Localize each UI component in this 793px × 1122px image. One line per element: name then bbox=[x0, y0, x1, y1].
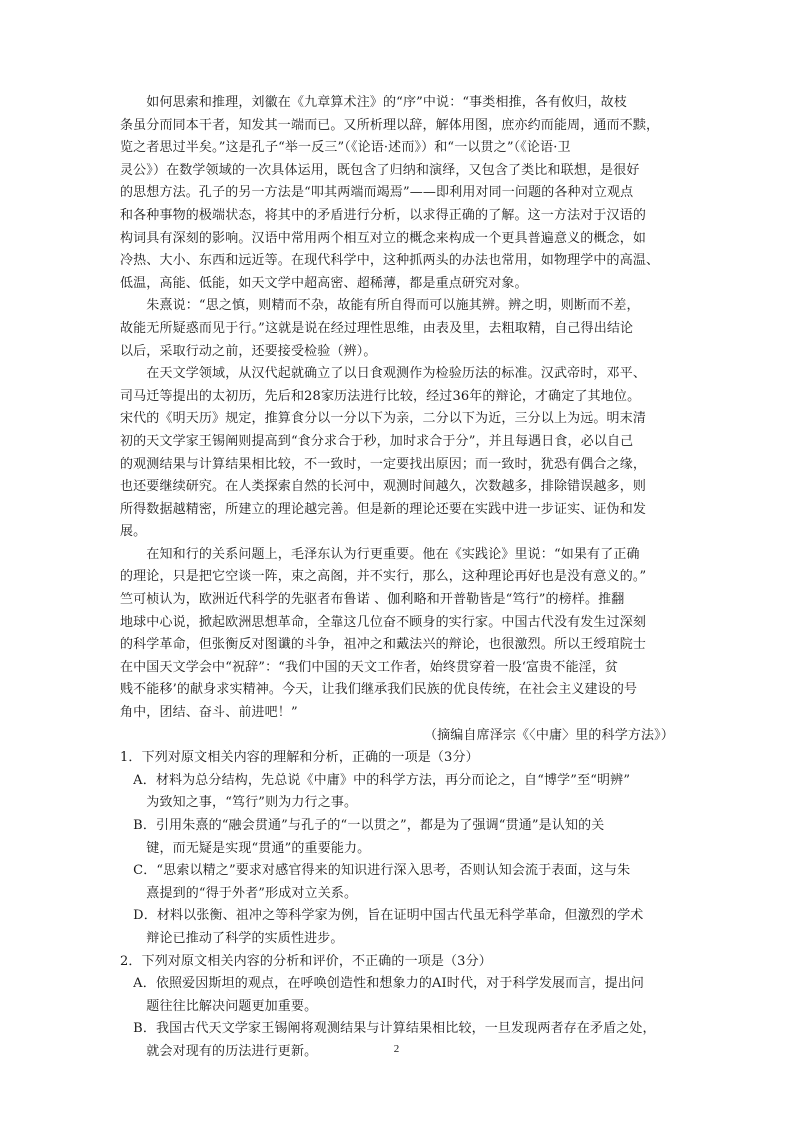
source-citation: （摘编自席泽宗《〈中庸〉里的科学方法》） bbox=[423, 727, 674, 743]
text-line: 灵公》）在数学领域的一次具体运用，既包含了归纳和演绎，又包含了类比和联想，是很好 bbox=[120, 162, 640, 178]
text-line: 条虽分而同本干者，知发其一端而已。又所析理以辞，解体用图，庶亦约而能周，通而不黩， bbox=[120, 117, 660, 133]
text-line: 低温，高能、低能，如天文学中超高密、超稀薄，都是重点研究对象。 bbox=[120, 275, 528, 291]
question-1-option-c: C．“思索以精之”要求对感官得来的知识进行深入思考，否则认知会流于表面，这与朱 bbox=[120, 863, 631, 879]
text-line: 也还要继续研究。在人类探索自然的长河中，观测时间越久，次数越多，排除错误越多，则 bbox=[120, 479, 647, 495]
text-line: 初的天文学家王锡阐则提高到“食分求合于秒，加时求合于分”，并且每遇日食，必以自己 bbox=[120, 433, 634, 449]
text-line: 展。 bbox=[120, 524, 147, 540]
question-1-option-a-cont: 为致知之事，“笃行”则为力行之事。 bbox=[120, 795, 358, 811]
text-line: 朱熹说：“思之慎，则精而不杂，故能有所自得而可以施其辨。辨之明，则断而不差， bbox=[120, 298, 640, 314]
question-2-option-a-cont: 题往往比解决问题更加重要。 bbox=[120, 998, 318, 1014]
text-line: 角中，团结、奋斗、前进吧！” bbox=[120, 705, 298, 721]
text-line: 在天文学领域，从汉代起就确立了以日食观测作为检验历法的标准。汉武帝时，邓平、 bbox=[120, 366, 647, 382]
text-line: 的理论，只是把它空谈一阵，束之高阁，并不实行，那么，这种理论再好也是没有意义的。” bbox=[120, 569, 647, 585]
text-line: 贱不能移’的献身求实精神。今天，让我们继承我们民族的优良传统，在社会主义建设的号 bbox=[120, 682, 638, 698]
body-text bbox=[120, 92, 680, 1064]
text-line: 的科学革命，但张衡反对图谶的斗争，祖冲之和戴法兴的辩论，也很激烈。所以王绶琯院士 bbox=[120, 637, 647, 653]
text-line: 以后，采取行动之前，还要接受检验（辨）。 bbox=[120, 343, 377, 359]
text-line: 的思想方法。孔子的另一方法是“叩其两端而竭焉”——即利用对同一问题的各种对立观点 bbox=[120, 185, 634, 201]
text-line: 览之者思过半矣。”这是孔子“举一反三”（《论语·述而》）和“一以贯之”（《论语·卫 bbox=[120, 140, 571, 156]
question-1-option-b: B．引用朱熹的“融会贯通”与孔子的“一以贯之”，都是为了强调“贯通”是认知的关 bbox=[120, 818, 605, 833]
question-2-option-b-cont: 就会对现有的历法进行更新。 bbox=[120, 1043, 318, 1059]
question-1-stem: 1．下列对原文相关内容的理解和分析，正确的一项是（3分） bbox=[120, 750, 479, 766]
text-line: 司马迁等提出的太初历，先后和28家历法进行比较，经过36年的辩论，才确定了其地位。 bbox=[120, 388, 641, 404]
text-line: 构词具有深刻的影响。汉语中常用两个相互对立的概念来构成一个更具普遍意义的概念，如 bbox=[120, 230, 647, 246]
question-2-stem: 2．下列对原文相关内容的分析和评价，不正确的一项是（3分） bbox=[120, 953, 492, 969]
text-line: 和各种事物的极端状态，将其中的矛盾进行分析，以求得正确的了解。这一方法对于汉语的 bbox=[120, 207, 647, 223]
text-line: 在中国天文学会中“祝辞”：“我们中国的天文工作者，始终贯穿着一股‘富贵不能淫，贫 bbox=[120, 659, 619, 675]
page-number: 2 bbox=[393, 1043, 400, 1055]
text-line: 故能无所疑惑而见于行。”这就是说在经过理性思维，由表及里，去粗取精，自己得出结论 bbox=[120, 320, 634, 336]
text-line: 竺可桢认为，欧洲近代科学的先驱者布鲁诺 、伽利略和开普勒皆是“笃行”的榜样。推翻 bbox=[120, 592, 625, 608]
text-line: 所得数据越精密，所建立的理论越完善。但是新的理论还要在实践中进一步证实、证伪和发 bbox=[120, 501, 647, 517]
question-1-option-c-cont: 熹提到的“得于外者”形成对立关系。 bbox=[120, 885, 358, 901]
text-line: 地球中心说，掀起欧洲思想革命，全靠这几位奋不顾身的实行家。中国古代没有发生过深刻 bbox=[120, 614, 647, 630]
text-line: 宋代的《明天历》规定，推算食分以一分以下为亲，二分以下为近，三分以上为远。明末清 bbox=[120, 411, 647, 427]
text-line: 的观测结果与计算结果相比较，不一致时，一定要找出原因；而一致时，犹恐有偶合之缘， bbox=[120, 456, 647, 472]
question-1-option-d: D．材料以张衡、祖冲之等科学家为例，旨在证明中国古代虽无科学革命，但激烈的学术 bbox=[120, 908, 644, 924]
question-2-option-b: B．我国古代天文学家王锡阐将观测结果与计算结果相比较，一旦发现两者存在矛盾之处， bbox=[120, 1021, 656, 1037]
text-line: 在知和行的关系问题上，毛泽东认为行更重要。他在《实践论》里说：“如果有了正确 bbox=[120, 546, 640, 562]
question-1-option-b-cont: 键，而无疑是实现“贯通”的重要能力。 bbox=[120, 840, 371, 856]
question-2-option-a: A．依照爱因斯坦的观点，在呼唤创造性和想象力的AI时代，对于科学发展而言，提出问 bbox=[120, 976, 645, 992]
question-1-option-d-cont: 辩论已推动了科学的实质性进步。 bbox=[120, 930, 344, 946]
text-line: 如何思索和推理，刘徽在《九章算术注》的“序”中说：“事类相推，各有攸归，故枝 bbox=[120, 95, 627, 110]
text-line: 冷热、大小、东西和远近等。在现代科学中，这种抓两头的办法也常用，如物理学中的高温、 bbox=[120, 253, 660, 269]
question-1-option-a: A．材料为总分结构，先总说《中庸》中的科学方法，再分而论之，自“博学”至“明辨” bbox=[120, 772, 631, 788]
